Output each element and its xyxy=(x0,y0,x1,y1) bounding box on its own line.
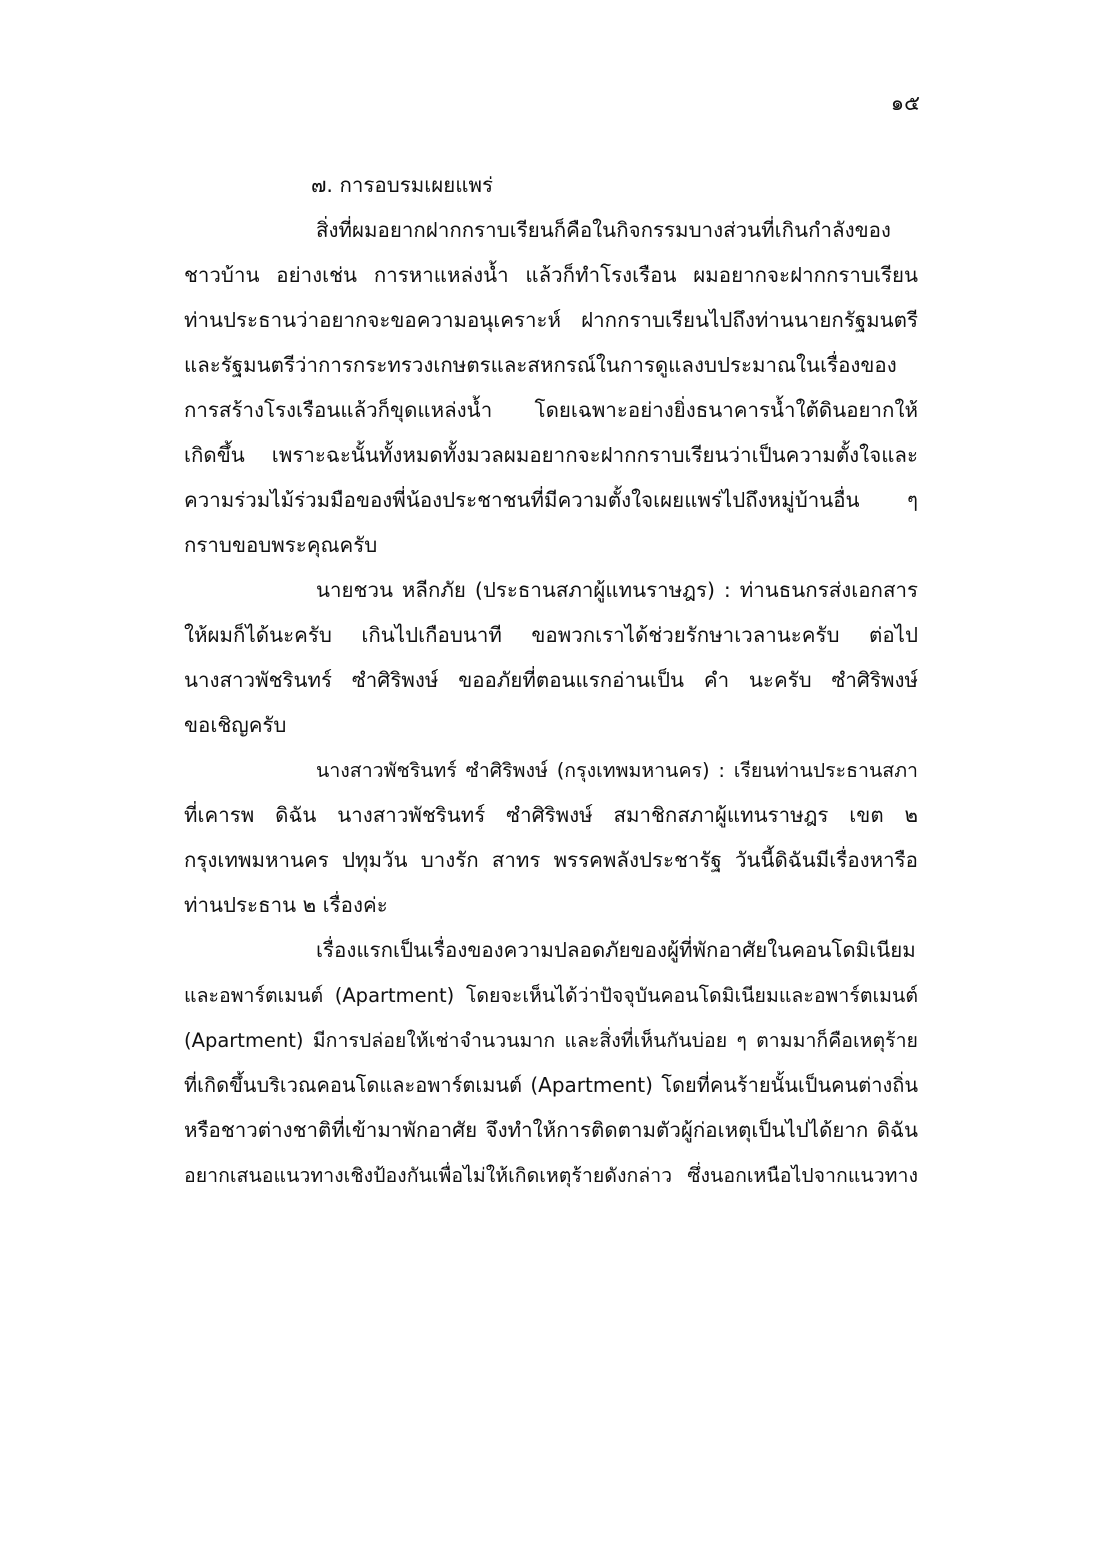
paragraph-line: ขอเชิญครับ xyxy=(184,713,287,737)
paragraph-line: ให้ผมก็ได้นะครับ เกินไปเกือบนาที ขอพวกเราได้ช่วยรักษาเวลานะครับ ต่อไป xyxy=(184,623,918,647)
page-number: ๑๕ xyxy=(890,91,920,115)
paragraph-line: ชาวบ้าน อย่างเช่น การหาแหล่งน้ำ แล้วก็ทำโรงเรือน ผมอยากจะฝากกราบเรียน xyxy=(184,263,918,287)
paragraph-line: และอพาร์ตเมนต์ (Apartment) โดยจะเห็นได้ว่าปัจจุบันคอนโดมิเนียมและอพาร์ตเมนต์ xyxy=(184,984,918,1007)
paragraph-line: นางสาวพัชรินทร์ ซำศิริพงษ์ ขออภัยที่ตอนแรกอ่านเป็น คำ นะครับ ซำศิริพงษ์ xyxy=(184,668,918,692)
paragraph-line: ที่เกิดขึ้นบริเวณคอนโดและอพาร์ตเมนต์ (Apartment) โดยที่คนร้ายนั้นเป็นคนต่างถิ่น xyxy=(184,1073,918,1097)
speaker-line: นางสาวพัชรินทร์ ซำศิริพงษ์ (กรุงเทพมหานคร) : เรียนท่านประธานสภา xyxy=(316,759,918,782)
paragraph-line: ท่านประธานว่าอยากจะขอความอนุเคราะห์ ฝากกราบเรียนไปถึงท่านนายกรัฐมนตรี xyxy=(184,308,918,332)
paragraph-line: ท่านประธาน ๒ เรื่องค่ะ xyxy=(184,893,388,917)
paragraph-line: (Apartment) มีการปล่อยให้เช่าจำนวนมาก และสิ่งที่เห็นกันบ่อย ๆ ตามมาก็คือเหตุร้าย xyxy=(184,1029,918,1052)
paragraph-line: การสร้างโรงเรือนแล้วก็ขุดแหล่งน้ำ โดยเฉพาะอย่างยิ่งธนาคารน้ำใต้ดินอยากให้ xyxy=(184,398,918,422)
speaker-line: นายชวน หลีกภัย (ประธานสภาผู้แทนราษฎร) : ท่านธนกรส่งเอกสาร xyxy=(316,578,918,602)
paragraph-line: กราบขอบพระคุณครับ xyxy=(184,533,378,557)
paragraph-line: เกิดขึ้น เพราะฉะนั้นทั้งหมดทั้งมวลผมอยากจะฝากกราบเรียนว่าเป็นความตั้งใจและ xyxy=(184,443,918,467)
paragraph-line: สิ่งที่ผมอยากฝากกราบเรียนก็คือในกิจกรรมบางส่วนที่เกินกำลังของ xyxy=(316,218,891,242)
paragraph-line: ความร่วมไม้ร่วมมือของพี่น้องประชาชนที่มีความตั้งใจเผยแพร่ไปถึงหมู่บ้านอื่น ๆ xyxy=(184,488,918,512)
paragraph-line: ที่เคารพ ดิฉัน นางสาวพัชรินทร์ ซำศิริพงษ์ สมาชิกสภาผู้แทนราษฎร เขต ๒ xyxy=(184,803,918,827)
paragraph-line: กรุงเทพมหานคร ปทุมวัน บางรัก สาทร พรรคพลังประชารัฐ วันนี้ดิฉันมีเรื่องหารือ xyxy=(184,848,918,872)
paragraph-line: เรื่องแรกเป็นเรื่องของความปลอดภัยของผู้ที่พักอาศัยในคอนโดมิเนียม xyxy=(316,938,916,962)
paragraph-line: หรือชาวต่างชาติที่เข้ามาพักอาศัย จึงทำให้การติดตามตัวผู้ก่อเหตุเป็นไปได้ยาก ดิฉัน xyxy=(184,1118,918,1142)
paragraph-line: อยากเสนอแนวทางเชิงป้องกันเพื่อไม่ให้เกิดเหตุร้ายดังกล่าว ซึ่งนอกเหนือไปจากแนวทาง xyxy=(184,1164,918,1187)
body-text xyxy=(184,163,918,1198)
section-heading: ๗. การอบรมเผยแพร่ xyxy=(311,173,493,197)
paragraph-line: และรัฐมนตรีว่าการกระทรวงเกษตรและสหกรณ์ในการดูแลงบประมาณในเรื่องของ xyxy=(184,353,897,377)
